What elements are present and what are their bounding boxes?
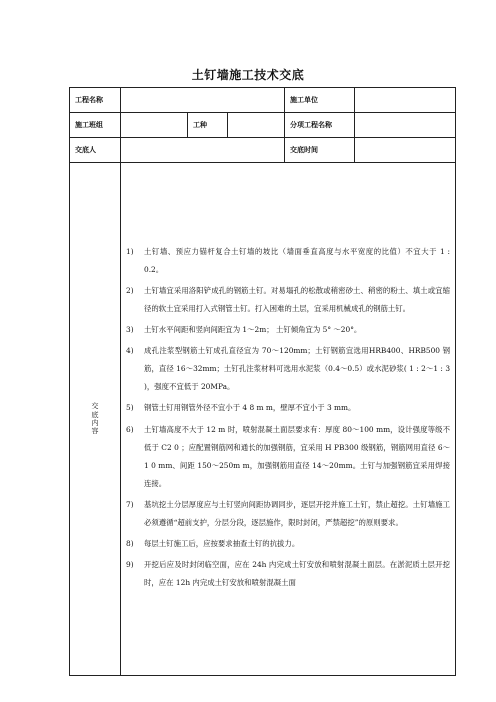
trade-value[interactable] <box>228 113 285 138</box>
team-label: 施工班组 <box>70 113 121 138</box>
list-item: 2) 土钉墙宜采用洛阳铲成孔的钢筋土钉。对易塌孔的松散或稍密砂土、稍密的粉土、填土或宜缩径的软土宜采用打入式钢管土钉。打入困难的土层，宜采用机械成孔的钢筋土钉。 <box>126 286 451 314</box>
list-item: 8) 每层土钉施工后，应按要求抽查土钉的抗拔力。 <box>126 538 300 548</box>
team-value[interactable] <box>121 113 188 138</box>
content-side-label: 交 底 内 容 <box>70 163 121 676</box>
list-item: 4) 成孔注浆型钢筋土钉成孔直径宜为 70～120mm；土钉钢筋宜选用HRB400、HRB500 钢筋，直径 16～32mm；土钉孔注浆材料可选用水泥浆（0.4～0.5）或水泥砂浆( 1 : 2～1 : 3 )，强度不宜低于 20MPa。 <box>126 346 451 392</box>
construction-unit-value[interactable] <box>355 88 456 113</box>
handover-time-value[interactable] <box>355 138 456 163</box>
form-row-team <box>70 113 456 138</box>
content-body <box>121 163 456 676</box>
form-row-project <box>70 88 456 113</box>
list-item: 1) 土钉墙、预应力锚杆复合土钉墙的坡比（墙面垂直高度与水平宽度的比值）不宜大于 1 : 0.2。 <box>126 247 451 275</box>
trade-label: 工种 <box>188 113 228 138</box>
handover-form <box>69 87 456 676</box>
requirements-list <box>126 243 450 592</box>
list-item: 7) 基坑挖土分层厚度应与土钉竖向间距协调同步，逐层开挖并施工土钉，禁止超挖。土钉墙施工必须遵循“超前支护，分层分段，逐层施作，限时封闭，严禁超挖”的原则要求。 <box>126 499 451 527</box>
handover-person-value[interactable] <box>121 138 285 163</box>
list-item: 3) 土钉水平间距和竖向间距宜为 1～2m； 土钉倾角宜为 5° ～20°。 <box>126 325 362 335</box>
handover-person-label: 交底人 <box>70 138 121 163</box>
sub-project-value[interactable] <box>355 113 456 138</box>
sub-project-label: 分项工程名称 <box>285 113 355 138</box>
project-name-value[interactable] <box>121 88 285 113</box>
project-name-label: 工程名称 <box>70 88 121 113</box>
list-item: 9) 开挖后应及时封闭临空面，应在 24h 内完成土钉安放和喷射混凝土面层。在淤泥质土层开挖时，应在 12h 内完成土钉安放和喷射混凝土面 <box>126 559 451 587</box>
list-item: 6) 土钉墙高度不大于 12 m 时，喷射混凝土面层要求有：厚度 80～100 mm，设计强度等级不低于 C2 0 ；应配置钢筋网和通长的加强钢筋，宜采用 H PB300 级钢筋，钢筋网用直径 6～1 0 mm、间距 150～250m m，加强钢筋用直径 14～20mm。土钉与加强钢筋宜采用焊接连接。 <box>126 424 451 488</box>
document-title: 土钉墙施工技术交底 <box>191 68 305 82</box>
construction-unit-label: 施工单位 <box>285 88 355 113</box>
handover-time-label: 交底时间 <box>285 138 355 163</box>
form-row-content <box>70 163 456 676</box>
list-item: 5) 钢管土钉用钢管外径不宜小于 4 8 m m，壁厚不宜小于 3 mm。 <box>126 403 356 413</box>
form-row-handover <box>70 138 456 163</box>
